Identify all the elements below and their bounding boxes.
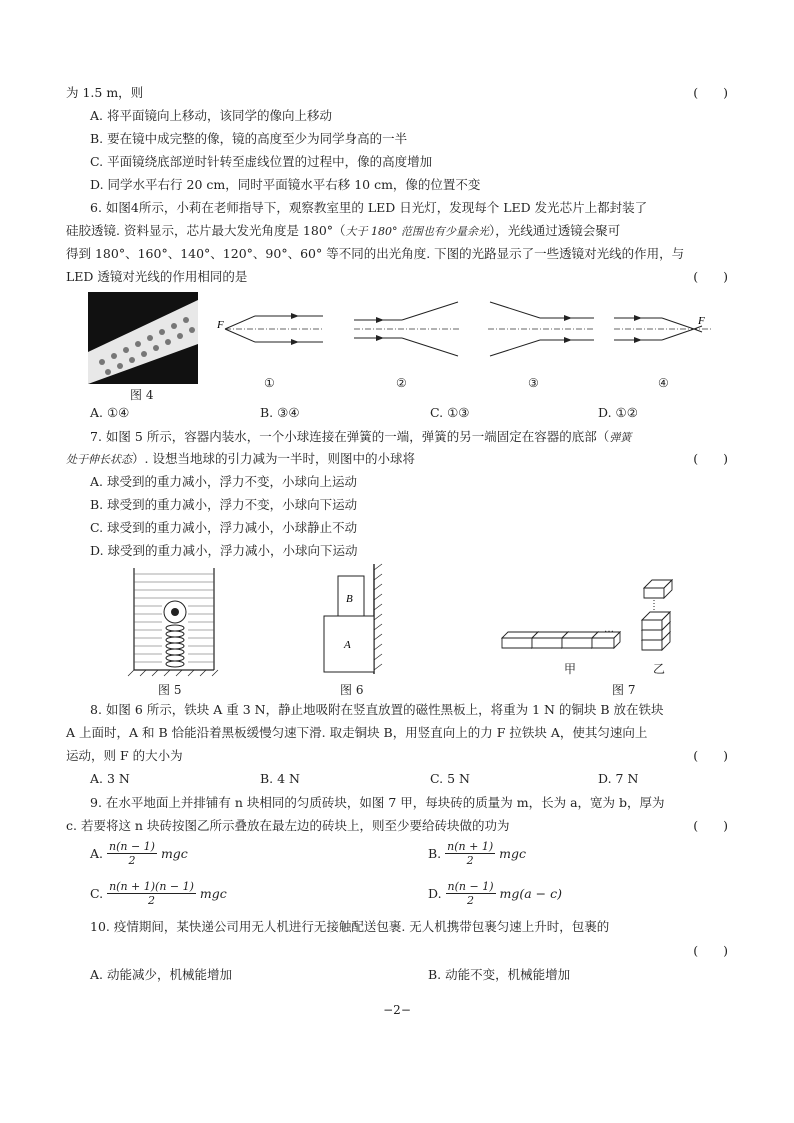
ray-diagram-2	[352, 298, 462, 360]
q9-option-b: B. $\frac{n(n + 1)}{2}$ mgc	[428, 840, 526, 867]
q9-option-d: D. $\frac{n(n - 1)}{2}$ mg(a − c)	[428, 880, 562, 907]
q10-option-b: B. 动能不变，机械能增加	[428, 967, 571, 982]
led-strip-photo	[88, 292, 198, 384]
q5-option-a: A. 将平面镜向上移动，该同学的像向上移动	[90, 108, 332, 123]
ray-diagram-2-label: ②	[396, 376, 407, 390]
fig5-caption: 图 5	[158, 683, 182, 697]
q8-stem-line1: 8. 如图 6 所示，铁块 A 重 3 N，静止地吸附在竖直放置的磁性黑板上，将重为 1 N 的铜块 B 放在铁块	[90, 702, 664, 717]
block-a-label: A	[344, 639, 351, 651]
q9-answer-paren: ( )	[693, 818, 728, 833]
q6-stem-line3: 得到 180°、160°、140°、120°、90°、60° 等不同的出光角度. 下图的光路显示了一些透镜对光线的作用，与	[66, 246, 685, 261]
fig6-blocks-diagram	[312, 562, 392, 678]
fig4-caption: 图 4	[130, 388, 154, 402]
q7-stem-line2: 处于伸长状态）. 设想当地球的引力减为一半时，则图中的小球将	[66, 451, 415, 466]
q8-option-d: D. 7 N	[598, 771, 639, 786]
ray-diagram-4-label: ④	[658, 376, 669, 390]
q10-option-a: A. 动能减少，机械能增加	[90, 967, 232, 982]
focus-label-4: F	[698, 315, 705, 327]
q6-option-d: D. ①②	[598, 405, 638, 420]
q7-answer-paren: ( )	[693, 451, 728, 466]
fig7-bricks-diagram	[496, 576, 696, 674]
q6-option-c: C. ①③	[430, 405, 470, 420]
q8-option-a: A. 3 N	[90, 771, 130, 786]
q6-option-b: B. ③④	[260, 405, 300, 420]
fig5-container-diagram	[118, 566, 228, 678]
q10-answer-paren: ( )	[693, 943, 728, 958]
fig7-jia-label: 甲	[564, 662, 577, 676]
q8-stem-line3: 运动，则 F 的大小为	[66, 748, 183, 763]
q7-option-d: D. 球受到的重力减小，浮力减小，小球向下运动	[90, 543, 358, 558]
q8-option-c: C. 5 N	[430, 771, 470, 786]
q5-option-d: D. 同学水平右行 20 cm，同时平面镜水平右移 10 cm，像的位置不变	[90, 177, 481, 192]
q8-stem-line2: A 上面时，A 和 B 恰能沿着黑板缓慢匀速下滑. 取走铜块 B，用竖直向上的力 F 拉铁块 A，使其匀速向上	[66, 725, 648, 740]
q9-option-a: A. $\frac{n(n - 1)}{2}$ mgc	[90, 840, 188, 867]
ray-diagram-3-label: ③	[528, 376, 539, 390]
q8-option-b: B. 4 N	[260, 771, 300, 786]
fig6-caption: 图 6	[340, 683, 364, 697]
q10-stem-line1: 10. 疫情期间，某快递公司用无人机进行无接触配送包裹. 无人机携带包裹匀速上升时，包裹的	[90, 919, 610, 934]
focus-label-1: F	[217, 319, 224, 331]
q5-answer-paren: ( )	[693, 85, 728, 100]
ray-diagram-3	[486, 298, 596, 360]
q6-stem-line4: LED 透镜对光线的作用相同的是	[66, 269, 248, 284]
q7-option-c: C. 球受到的重力减小，浮力减小，小球静止不动	[90, 520, 358, 535]
q6-option-a: A. ①④	[90, 405, 130, 420]
q9-stem-line1: 9. 在水平地面上并排铺有 n 块相同的匀质砖块，如图 7 甲，每块砖的质量为 m，长为 a，宽为 b，厚为	[90, 795, 665, 810]
q5-stem-tail: 为 1.5 m，则	[66, 85, 144, 100]
ray-diagram-4	[612, 298, 722, 360]
q9-stem-line2: c. 若要将这 n 块砖按图乙所示叠放在最左边的砖块上，则至少要给砖块做的功为	[66, 818, 510, 833]
q7-stem-line1: 7. 如图 5 所示，容器内装水，一个小球连接在弹簧的一端，弹簧的另一端固定在容器的底部（弹簧	[90, 429, 632, 444]
fig7-caption: 图 7	[612, 683, 636, 697]
q8-answer-paren: ( )	[693, 748, 728, 763]
q6-stem-line1: 6. 如图4所示，小莉在老师指导下，观察教室里的 LED 日光灯，发现每个 LED 发光芯片上都封装了	[90, 200, 648, 215]
q7-option-b: B. 球受到的重力减小，浮力不变，小球向下运动	[90, 497, 358, 512]
q6-stem-line2: 硅胶透镜. 资料显示，芯片最大发光角度是 180°（大于 180° 范围也有少量余光），光线通过透镜会聚可	[66, 223, 621, 238]
fig7-yi-label: 乙	[653, 662, 666, 676]
block-b-label: B	[346, 593, 353, 605]
ray-diagram-1	[215, 298, 325, 360]
brick-ellipsis: …	[604, 624, 614, 635]
q9-option-c: C. $\frac{n(n + 1)(n - 1)}{2}$ mgc	[90, 880, 227, 907]
q5-option-b: B. 要在镜中成完整的像，镜的高度至少为同学身高的一半	[90, 131, 408, 146]
q6-answer-paren: ( )	[693, 269, 728, 284]
q5-option-c: C. 平面镜绕底部逆时针转至虚线位置的过程中，像的高度增加	[90, 154, 433, 169]
ray-diagram-1-label: ①	[264, 376, 275, 390]
page-number: −2−	[383, 1003, 411, 1017]
q7-option-a: A. 球受到的重力减小，浮力不变，小球向上运动	[90, 474, 357, 489]
